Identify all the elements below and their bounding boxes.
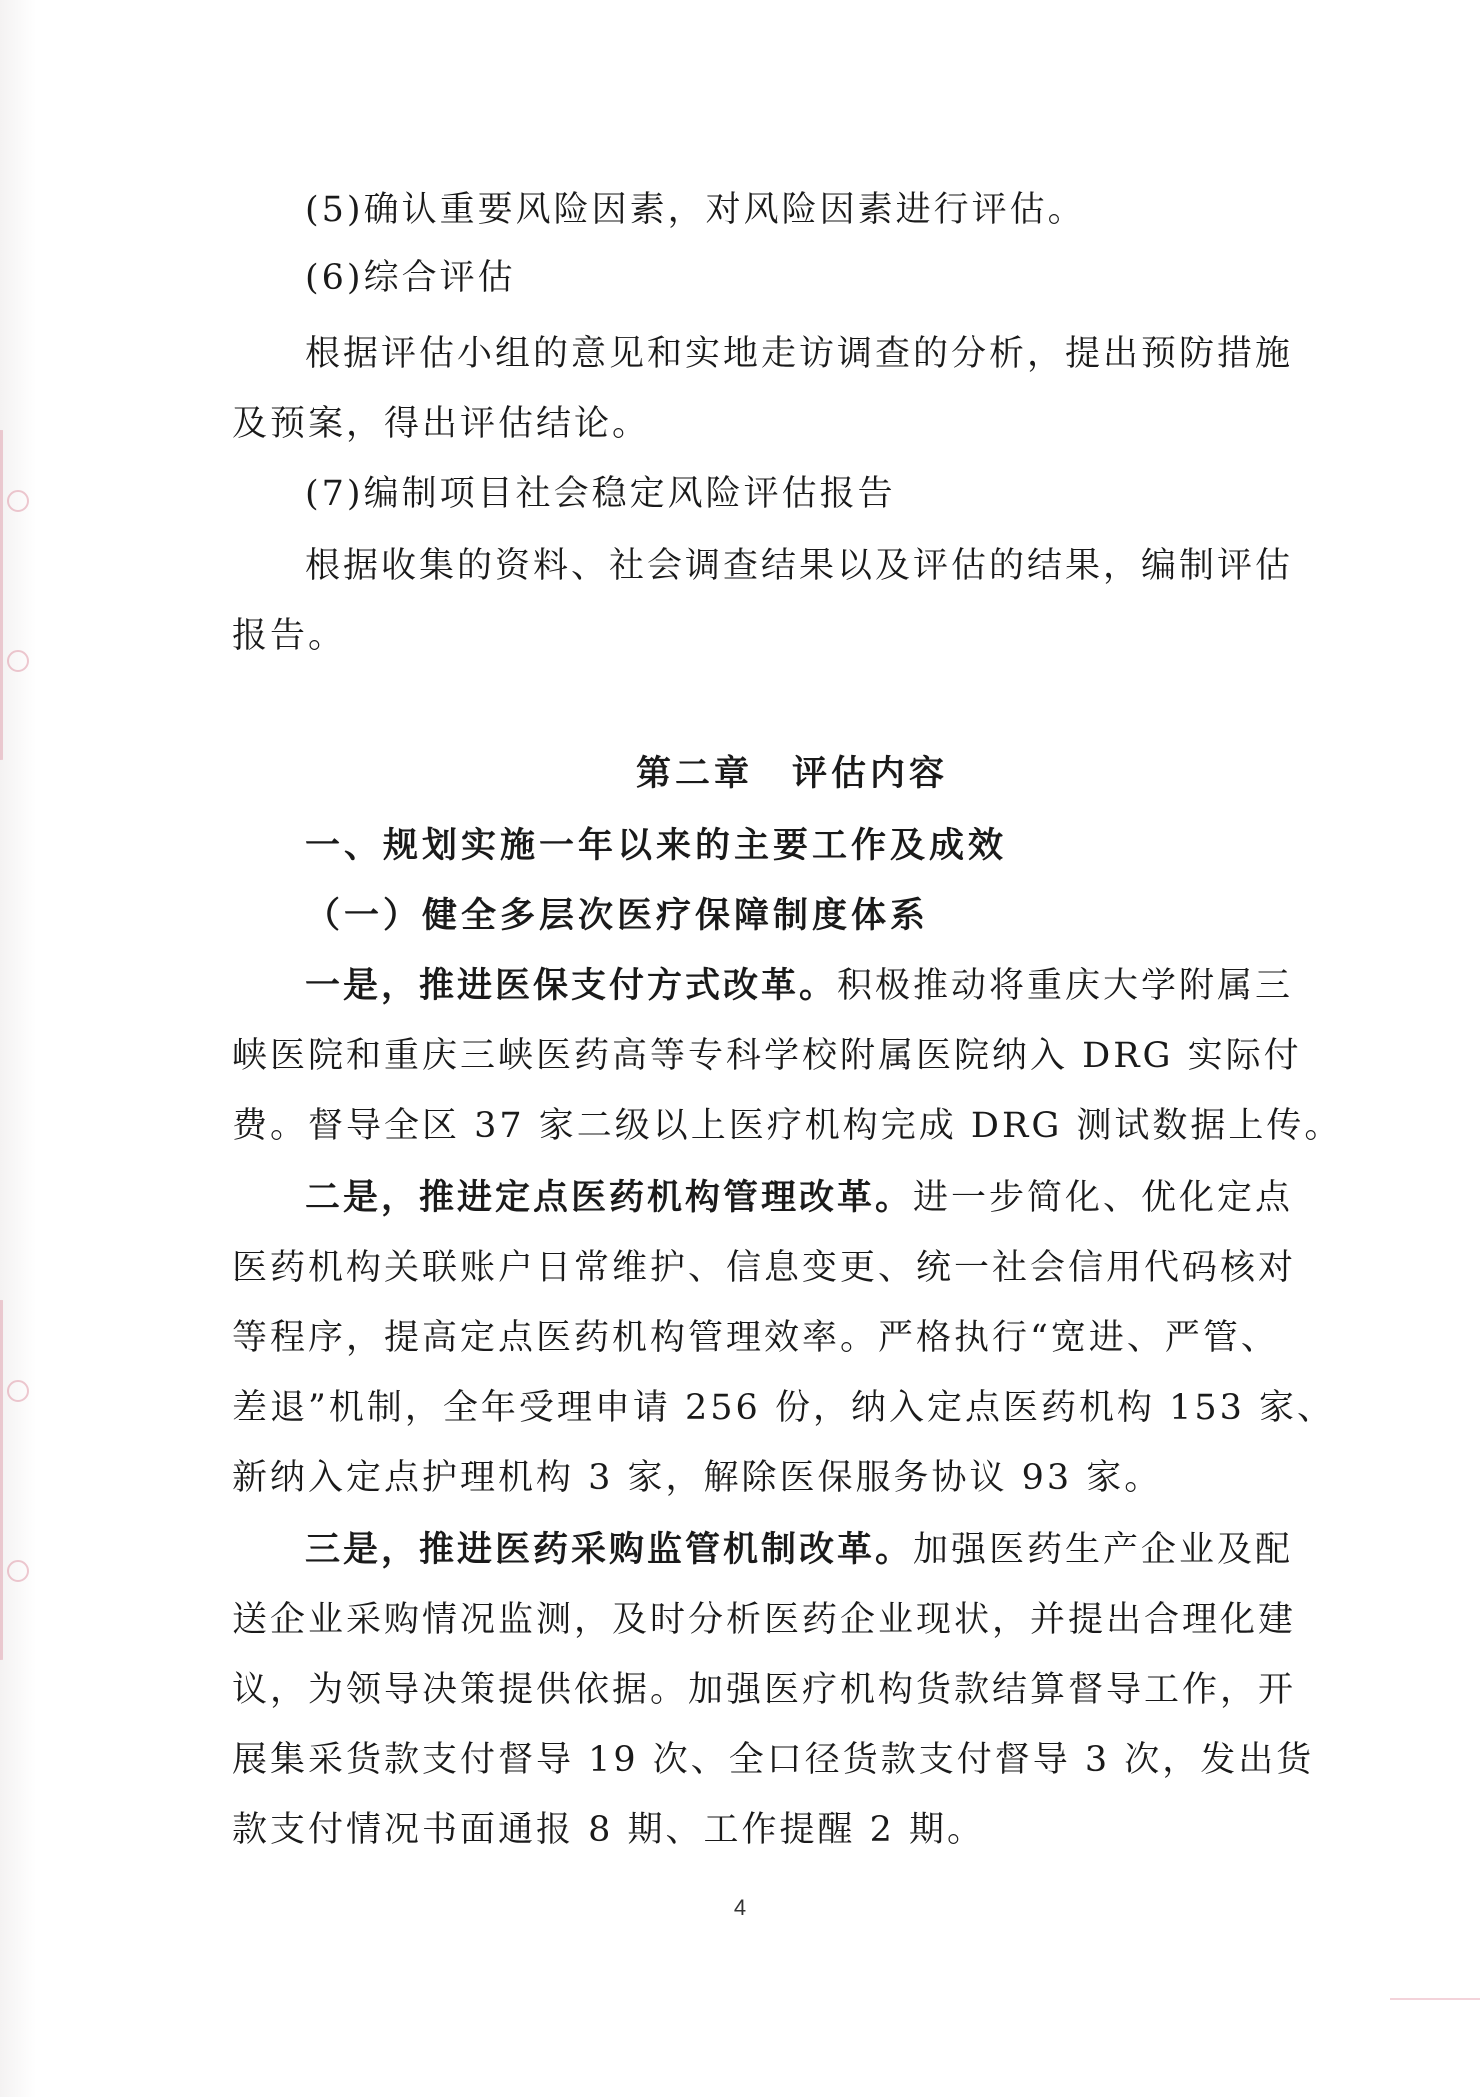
paragraph-line: 新纳入定点护理机构 3 家，解除医保服务协议 93 家。 [232, 1458, 1163, 1498]
seal-stamp-mark [7, 1380, 29, 1402]
paragraph-line [305, 1170, 1335, 1220]
scan-edge-shadow [0, 0, 36, 2097]
paragraph-line: 费。督导全区 37 家二级以上医疗机构完成 DRG 测试数据上传。 [232, 1106, 1343, 1146]
paragraph-text: 加强医药生产企业及配 [913, 1530, 1294, 1570]
seal-stamp-mark [7, 1560, 29, 1582]
paragraph-text: 积极推动将重庆大学附属三 [837, 966, 1294, 1006]
paragraph-line: 款支付情况书面通报 8 期、工作提醒 2 期。 [232, 1810, 986, 1850]
paragraph-lead: 一是，推进医保支付方式改革。 [305, 966, 838, 1006]
paragraph-lead: 二是，推进定点医药机构管理改革。 [305, 1178, 914, 1218]
paragraph-line: 医药机构关联账户日常维护、信息变更、统一社会信用代码核对 [232, 1248, 1297, 1288]
scan-artifact-line [1390, 1998, 1480, 2000]
method-item-5: (5)确认重要风险因素，对风险因素进行评估。 [305, 190, 1086, 230]
method-item-6-body-line: 及预案，得出评估结论。 [232, 404, 651, 444]
seal-stamp-mark [7, 490, 29, 512]
method-item-7-body-line: 报告。 [232, 616, 347, 656]
method-item-6: (6)综合评估 [305, 258, 516, 298]
paragraph-line [305, 958, 1335, 1008]
chapter-title: 第二章 评估内容 [636, 754, 949, 794]
method-item-7-body-line: 根据收集的资料、社会调查结果以及评估的结果，编制评估 [305, 546, 1294, 586]
method-item-7: (7)编制项目社会稳定风险评估报告 [305, 474, 896, 514]
paragraph-line: 峡医院和重庆三峡医药高等专科学校附属医院纳入 DRG 实际付 [232, 1036, 1302, 1076]
seal-stamp-mark [0, 430, 37, 760]
page-number: 4 [733, 1895, 747, 1920]
paragraph-line: 差退”机制，全年受理申请 256 份，纳入定点医药机构 153 家、 [232, 1388, 1336, 1428]
paragraph-line: 展集采货款支付督导 19 次、全口径货款支付督导 3 次，发出货 [232, 1740, 1315, 1780]
paragraph-line: 送企业采购情况监测，及时分析医药企业现状，并提出合理化建 [232, 1600, 1297, 1640]
paragraph-text: 进一步简化、优化定点 [913, 1178, 1294, 1218]
subsection-heading: （一）健全多层次医疗保障制度体系 [305, 896, 930, 936]
paragraph-line: 等程序，提高定点医药机构管理效率。严格执行“宽进、严管、 [232, 1318, 1279, 1358]
paragraph-line [305, 1522, 1335, 1572]
seal-stamp-mark [0, 1300, 37, 1660]
method-item-6-body-line: 根据评估小组的意见和实地走访调查的分析，提出预防措施 [305, 334, 1294, 374]
paragraph-lead: 三是，推进医药采购监管机制改革。 [305, 1530, 914, 1570]
paragraph-line: 议，为领导决策提供依据。加强医疗机构货款结算督导工作，开 [232, 1670, 1297, 1710]
seal-stamp-mark [7, 650, 29, 672]
section-heading: 一、规划实施一年以来的主要工作及成效 [305, 826, 1008, 866]
